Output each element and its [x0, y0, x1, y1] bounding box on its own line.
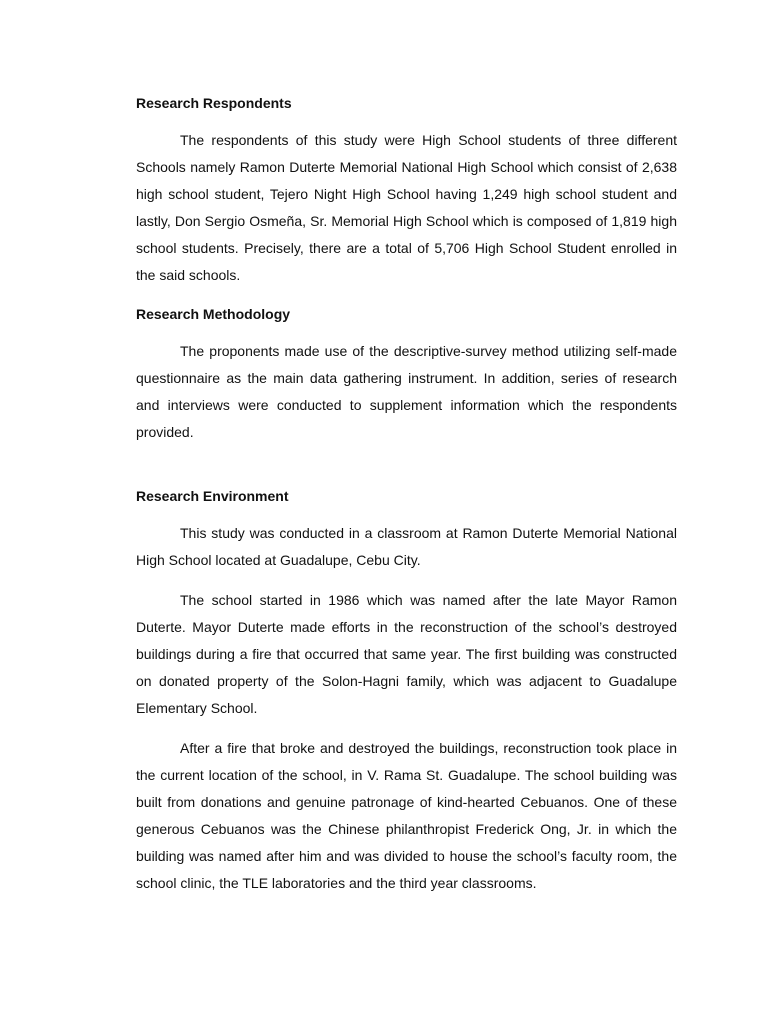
paragraph-environment-location: This study was conducted in a classroom at Ramon Duterte Memorial National High School located at Guadalupe, Cebu City. [136, 525, 677, 568]
heading-research-respondents: Research Respondents [136, 95, 292, 111]
paragraph-methodology: The proponents made use of the descriptive-survey method utilizing self-made questionnaire as the main data gathering instrument. In addition, series of research and interviews were conducted to supplement information which the respondents provided. [136, 343, 677, 440]
heading-research-methodology: Research Methodology [136, 306, 291, 322]
paragraph-environment-reconstruction: After a fire that broke and destroyed the buildings, reconstruction took place in the current location of the school, in V. Rama St. Guadalupe. The school building was built from donations and genuine patronage of kind-hearted Cebuanos. One of these generous Cebuanos was the Chinese philanthropist Frederick Ong, Jr. in which the building was named after him and was divided to house the school’s faculty room, the school clinic, the TLE laboratories and the third year classrooms. [136, 740, 677, 891]
paragraph-respondents: The respondents of this study were High School students of three different Schools namely Ramon Duterte Memorial National High School which consist of 2,638 high school student, Tejero Night High School having 1,249 high school student and lastly, Don Sergio Osmeña, Sr. Memorial High School which is composed of 1,819 high school students. Precisely, there are a total of 5,706 High School Student enrolled in the said schools. [136, 132, 677, 283]
heading-research-environment: Research Environment [136, 488, 289, 504]
document-page [136, 90, 677, 897]
paragraph-environment-history: The school started in 1986 which was named after the late Mayor Ramon Duterte. Mayor Duterte made efforts in the reconstruction of the school’s destroyed buildings during a fire that occurred that same year. The first building was constructed on donated property of the Solon-Hagni family, which was adjacent to Guadalupe Elementary School. [136, 592, 677, 716]
